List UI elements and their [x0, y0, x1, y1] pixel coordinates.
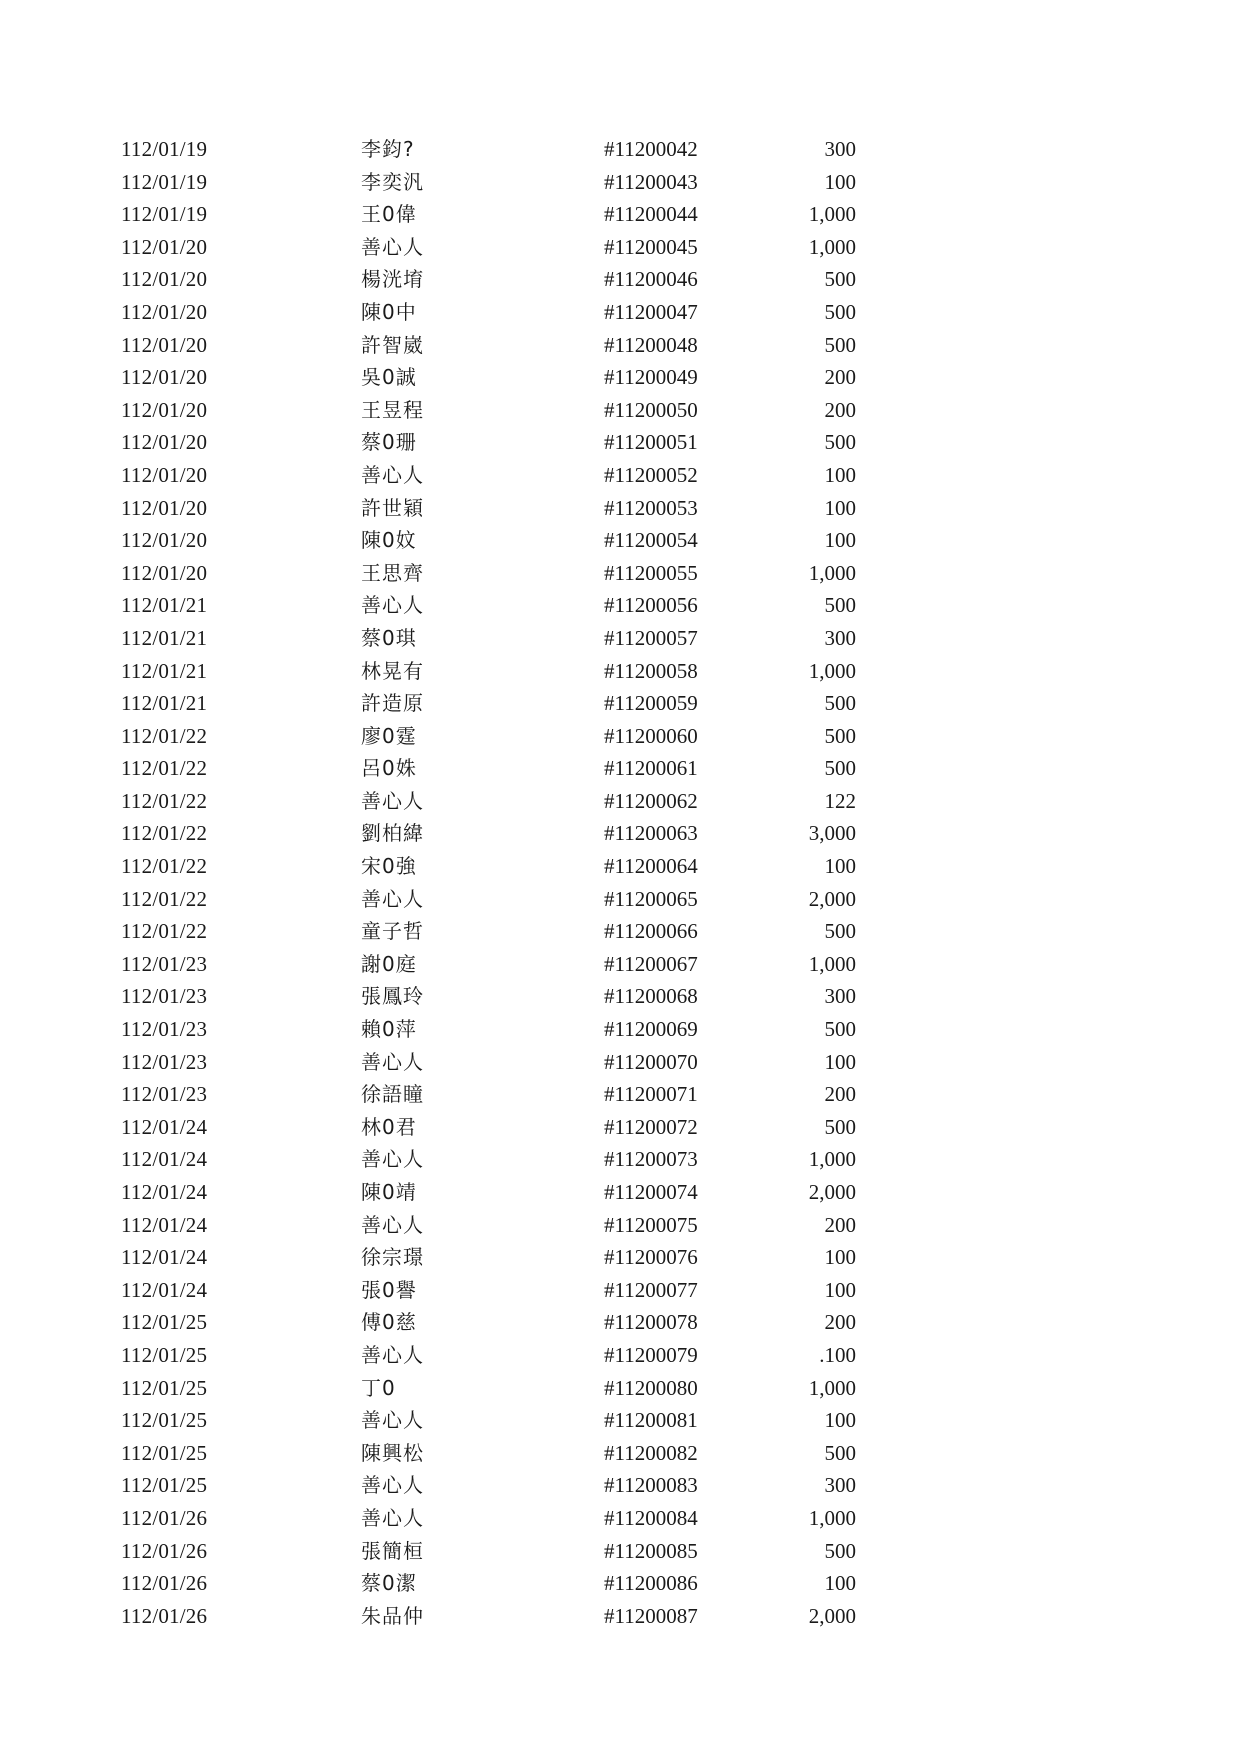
amount-cell: .100	[819, 1342, 856, 1367]
ledger-row	[121, 1241, 856, 1274]
amount-cell: 500	[824, 691, 856, 716]
date-cell: 112/01/20	[121, 365, 208, 390]
donor-name-cell: 林晃有	[361, 658, 424, 683]
receipt-number-cell: #11200051	[604, 430, 698, 455]
date-cell: 112/01/26	[121, 1505, 208, 1530]
amount-cell: 100	[824, 1277, 856, 1302]
date-cell: 112/01/21	[121, 691, 208, 716]
receipt-number-cell: #11200067	[604, 951, 698, 976]
amount-cell: 1,000	[808, 951, 856, 976]
donor-name-cell: 善心人	[361, 462, 424, 487]
amount-cell: 300	[824, 1473, 856, 1498]
donor-name-cell: 許造原	[361, 691, 424, 716]
ledger-row	[121, 1111, 856, 1144]
ledger-row	[121, 263, 856, 296]
date-cell: 112/01/22	[121, 756, 208, 781]
receipt-number-cell: #11200073	[604, 1147, 698, 1172]
date-cell: 112/01/20	[121, 299, 208, 324]
receipt-number-cell: #11200048	[604, 332, 698, 357]
amount-cell: 100	[824, 1049, 856, 1074]
donor-name-cell: 善心人	[361, 886, 424, 911]
donor-name-cell: 善心人	[361, 1408, 424, 1433]
donor-name-cell: 善心人	[361, 234, 424, 259]
date-cell: 112/01/21	[121, 625, 208, 650]
receipt-number-cell: #11200081	[604, 1408, 698, 1433]
amount-cell: 100	[824, 462, 856, 487]
date-cell: 112/01/21	[121, 658, 208, 683]
donor-name-cell: 朱品仲	[361, 1603, 424, 1628]
ledger-row	[121, 655, 856, 688]
donation-ledger	[121, 133, 856, 1632]
date-cell: 112/01/26	[121, 1603, 208, 1628]
receipt-number-cell: #11200084	[604, 1505, 698, 1530]
ledger-row	[121, 492, 856, 525]
donor-name-cell: 王0偉	[361, 202, 417, 227]
date-cell: 112/01/24	[121, 1114, 208, 1139]
ledger-row	[121, 1339, 856, 1372]
receipt-number-cell: #11200047	[604, 299, 698, 324]
amount-cell: 1,000	[808, 1375, 856, 1400]
amount-cell: 500	[824, 1114, 856, 1139]
date-cell: 112/01/20	[121, 267, 208, 292]
ledger-row	[121, 720, 856, 753]
receipt-number-cell: #11200044	[604, 202, 698, 227]
date-cell: 112/01/19	[121, 169, 208, 194]
date-cell: 112/01/22	[121, 919, 208, 944]
ledger-row	[121, 785, 856, 818]
amount-cell: 3,000	[808, 821, 856, 846]
date-cell: 112/01/23	[121, 1082, 208, 1107]
date-cell: 112/01/25	[121, 1310, 208, 1335]
receipt-number-cell: #11200071	[604, 1082, 698, 1107]
ledger-row	[121, 1535, 856, 1568]
amount-cell: 100	[824, 495, 856, 520]
amount-cell: 1,000	[808, 1505, 856, 1530]
date-cell: 112/01/20	[121, 495, 208, 520]
ledger-row	[121, 817, 856, 850]
date-cell: 112/01/22	[121, 854, 208, 879]
donor-name-cell: 陳興松	[361, 1440, 424, 1465]
donor-name-cell: 善心人	[361, 1342, 424, 1367]
date-cell: 112/01/25	[121, 1375, 208, 1400]
ledger-row	[121, 1176, 856, 1209]
amount-cell: 1,000	[808, 560, 856, 585]
amount-cell: 500	[824, 1538, 856, 1563]
ledger-row	[121, 524, 856, 557]
date-cell: 112/01/25	[121, 1440, 208, 1465]
date-cell: 112/01/20	[121, 560, 208, 585]
receipt-number-cell: #11200085	[604, 1538, 698, 1563]
receipt-number-cell: #11200055	[604, 560, 698, 585]
ledger-row	[121, 1013, 856, 1046]
donor-name-cell: 陳0妏	[361, 528, 417, 553]
receipt-number-cell: #11200086	[604, 1571, 698, 1596]
donor-name-cell: 善心人	[361, 1147, 424, 1172]
ledger-row	[121, 915, 856, 948]
donor-name-cell: 善心人	[361, 593, 424, 618]
date-cell: 112/01/19	[121, 202, 208, 227]
donor-name-cell: 張鳳玲	[361, 984, 424, 1009]
receipt-number-cell: #11200052	[604, 462, 698, 487]
receipt-number-cell: #11200083	[604, 1473, 698, 1498]
date-cell: 112/01/19	[121, 137, 208, 161]
receipt-number-cell: #11200045	[604, 234, 698, 259]
receipt-number-cell: #11200068	[604, 984, 698, 1009]
ledger-row	[121, 329, 856, 362]
amount-cell: 300	[824, 625, 856, 650]
amount-cell: 200	[824, 1212, 856, 1237]
donor-name-cell: 善心人	[361, 1049, 424, 1074]
amount-cell: 200	[824, 365, 856, 390]
receipt-number-cell: #11200079	[604, 1342, 698, 1367]
receipt-number-cell: #11200060	[604, 723, 698, 748]
receipt-number-cell: #11200064	[604, 854, 698, 879]
ledger-row	[121, 557, 856, 590]
receipt-number-cell: #11200080	[604, 1375, 698, 1400]
amount-cell: 100	[824, 528, 856, 553]
donor-name-cell: 劉柏緯	[361, 821, 424, 846]
donor-name-cell: 許智崴	[361, 332, 424, 357]
donor-name-cell: 丁0	[361, 1375, 396, 1400]
donor-name-cell: 廖0霆	[361, 723, 417, 748]
donor-name-cell: 吳0誠	[361, 365, 417, 390]
amount-cell: 100	[824, 169, 856, 194]
amount-cell: 2,000	[808, 1603, 856, 1628]
donor-name-cell: 王思齊	[361, 560, 424, 585]
receipt-number-cell: #11200062	[604, 788, 698, 813]
amount-cell: 200	[824, 1082, 856, 1107]
ledger-row	[121, 394, 856, 427]
donor-name-cell: 陳0靖	[361, 1180, 417, 1204]
ledger-row	[121, 980, 856, 1013]
date-cell: 112/01/20	[121, 430, 208, 455]
ledger-row	[121, 622, 856, 655]
receipt-number-cell: #11200050	[604, 397, 698, 422]
ledger-row	[121, 459, 856, 492]
receipt-number-cell: #11200082	[604, 1440, 698, 1465]
date-cell: 112/01/20	[121, 462, 208, 487]
ledger-row	[121, 1372, 856, 1405]
receipt-number-cell: #11200053	[604, 495, 698, 520]
amount-cell: 200	[824, 1310, 856, 1335]
ledger-row	[121, 687, 856, 720]
ledger-row	[121, 1600, 856, 1633]
ledger-row	[121, 166, 856, 199]
ledger-row	[121, 1209, 856, 1242]
receipt-number-cell: #11200077	[604, 1277, 698, 1302]
receipt-number-cell: #11200075	[604, 1212, 698, 1237]
donor-name-cell: 王昱程	[361, 397, 424, 422]
amount-cell: 2,000	[808, 1180, 856, 1204]
receipt-number-cell: #11200066	[604, 919, 698, 944]
receipt-number-cell: #11200057	[604, 625, 698, 650]
date-cell: 112/01/24	[121, 1147, 208, 1172]
receipt-number-cell: #11200061	[604, 756, 698, 781]
receipt-number-cell: #11200056	[604, 593, 698, 618]
amount-cell: 122	[824, 788, 856, 813]
receipt-number-cell: #11200072	[604, 1114, 698, 1139]
amount-cell: 1,000	[808, 1147, 856, 1172]
date-cell: 112/01/23	[121, 984, 208, 1009]
receipt-number-cell: #11200076	[604, 1245, 698, 1270]
donor-name-cell: 張簡桓	[361, 1538, 424, 1563]
ledger-row	[121, 1274, 856, 1307]
donor-name-cell: 善心人	[361, 1505, 424, 1530]
date-cell: 112/01/20	[121, 397, 208, 422]
date-cell: 112/01/25	[121, 1408, 208, 1433]
receipt-number-cell: #11200054	[604, 528, 698, 553]
date-cell: 112/01/24	[121, 1245, 208, 1270]
amount-cell: 100	[824, 1408, 856, 1433]
receipt-number-cell: #11200049	[604, 365, 698, 390]
ledger-row	[121, 1469, 856, 1502]
donor-name-cell: 楊洸堉	[361, 267, 424, 292]
amount-cell: 200	[824, 397, 856, 422]
amount-cell: 1,000	[808, 658, 856, 683]
ledger-row	[121, 231, 856, 264]
donor-name-cell: 呂0姝	[361, 756, 417, 781]
date-cell: 112/01/22	[121, 821, 208, 846]
amount-cell: 100	[824, 1245, 856, 1270]
amount-cell: 300	[824, 137, 856, 161]
date-cell: 112/01/24	[121, 1212, 208, 1237]
ledger-row	[121, 296, 856, 329]
date-cell: 112/01/22	[121, 788, 208, 813]
receipt-number-cell: #11200059	[604, 691, 698, 716]
amount-cell: 500	[824, 430, 856, 455]
ledger-row	[121, 1046, 856, 1079]
amount-cell: 300	[824, 984, 856, 1009]
amount-cell: 1,000	[808, 202, 856, 227]
ledger-row	[121, 1437, 856, 1470]
donor-name-cell: 賴0萍	[361, 1017, 417, 1042]
donor-name-cell: 蔡0珊	[361, 430, 417, 455]
amount-cell: 500	[824, 919, 856, 944]
donor-name-cell: 善心人	[361, 1473, 424, 1498]
amount-cell: 1,000	[808, 234, 856, 259]
ledger-row	[121, 850, 856, 883]
date-cell: 112/01/20	[121, 332, 208, 357]
date-cell: 112/01/20	[121, 234, 208, 259]
date-cell: 112/01/21	[121, 593, 208, 618]
donor-name-cell: 善心人	[361, 1212, 424, 1237]
ledger-row	[121, 1306, 856, 1339]
amount-cell: 500	[824, 593, 856, 618]
donor-name-cell: 蔡0潔	[361, 1571, 417, 1596]
ledger-row	[121, 1502, 856, 1535]
date-cell: 112/01/22	[121, 886, 208, 911]
date-cell: 112/01/26	[121, 1538, 208, 1563]
donor-name-cell: 蔡0琪	[361, 625, 417, 650]
ledger-row	[121, 1143, 856, 1176]
donor-name-cell: 李奕汎	[361, 169, 424, 194]
amount-cell: 500	[824, 1440, 856, 1465]
donor-name-cell: 徐宗璟	[361, 1245, 424, 1270]
date-cell: 112/01/20	[121, 528, 208, 553]
donor-name-cell: 林0君	[361, 1114, 417, 1139]
date-cell: 112/01/24	[121, 1180, 208, 1204]
amount-cell: 500	[824, 299, 856, 324]
receipt-number-cell: #11200074	[604, 1180, 698, 1204]
donor-name-cell: 傅0慈	[361, 1310, 417, 1335]
ledger-row	[121, 1567, 856, 1600]
amount-cell: 500	[824, 756, 856, 781]
date-cell: 112/01/25	[121, 1473, 208, 1498]
date-cell: 112/01/25	[121, 1342, 208, 1367]
amount-cell: 100	[824, 854, 856, 879]
date-cell: 112/01/24	[121, 1277, 208, 1302]
date-cell: 112/01/22	[121, 723, 208, 748]
ledger-row	[121, 133, 856, 166]
receipt-number-cell: #11200069	[604, 1017, 698, 1042]
ledger-row	[121, 198, 856, 231]
receipt-number-cell: #11200063	[604, 821, 698, 846]
donor-name-cell: 徐語瞳	[361, 1082, 424, 1107]
receipt-number-cell: #11200043	[604, 169, 698, 194]
donor-name-cell: 謝0庭	[361, 951, 417, 976]
donor-name-cell: 張0譽	[361, 1277, 417, 1302]
amount-cell: 100	[824, 1571, 856, 1596]
amount-cell: 500	[824, 267, 856, 292]
ledger-row	[121, 752, 856, 785]
ledger-row	[121, 1404, 856, 1437]
donor-name-cell: 善心人	[361, 788, 424, 813]
ledger-row	[121, 948, 856, 981]
amount-cell: 2,000	[808, 886, 856, 911]
receipt-number-cell: #11200042	[604, 137, 698, 161]
donor-name-cell: 童子哲	[361, 919, 424, 944]
receipt-number-cell: #11200065	[604, 886, 698, 911]
date-cell: 112/01/23	[121, 1017, 208, 1042]
ledger-row	[121, 883, 856, 916]
donor-name-cell: 宋0強	[361, 854, 417, 879]
ledger-row	[121, 361, 856, 394]
receipt-number-cell: #11200087	[604, 1603, 698, 1628]
amount-cell: 500	[824, 332, 856, 357]
receipt-number-cell: #11200078	[604, 1310, 698, 1335]
receipt-number-cell: #11200046	[604, 267, 698, 292]
donor-name-cell: 陳0中	[361, 299, 417, 324]
ledger-row	[121, 1078, 856, 1111]
ledger-row	[121, 426, 856, 459]
receipt-number-cell: #11200070	[604, 1049, 698, 1074]
date-cell: 112/01/23	[121, 951, 208, 976]
date-cell: 112/01/23	[121, 1049, 208, 1074]
ledger-row	[121, 589, 856, 622]
date-cell: 112/01/26	[121, 1571, 208, 1596]
amount-cell: 500	[824, 1017, 856, 1042]
amount-cell: 500	[824, 723, 856, 748]
donor-name-cell: 李鈞?	[361, 137, 415, 161]
donor-name-cell: 許世穎	[361, 495, 424, 520]
receipt-number-cell: #11200058	[604, 658, 698, 683]
